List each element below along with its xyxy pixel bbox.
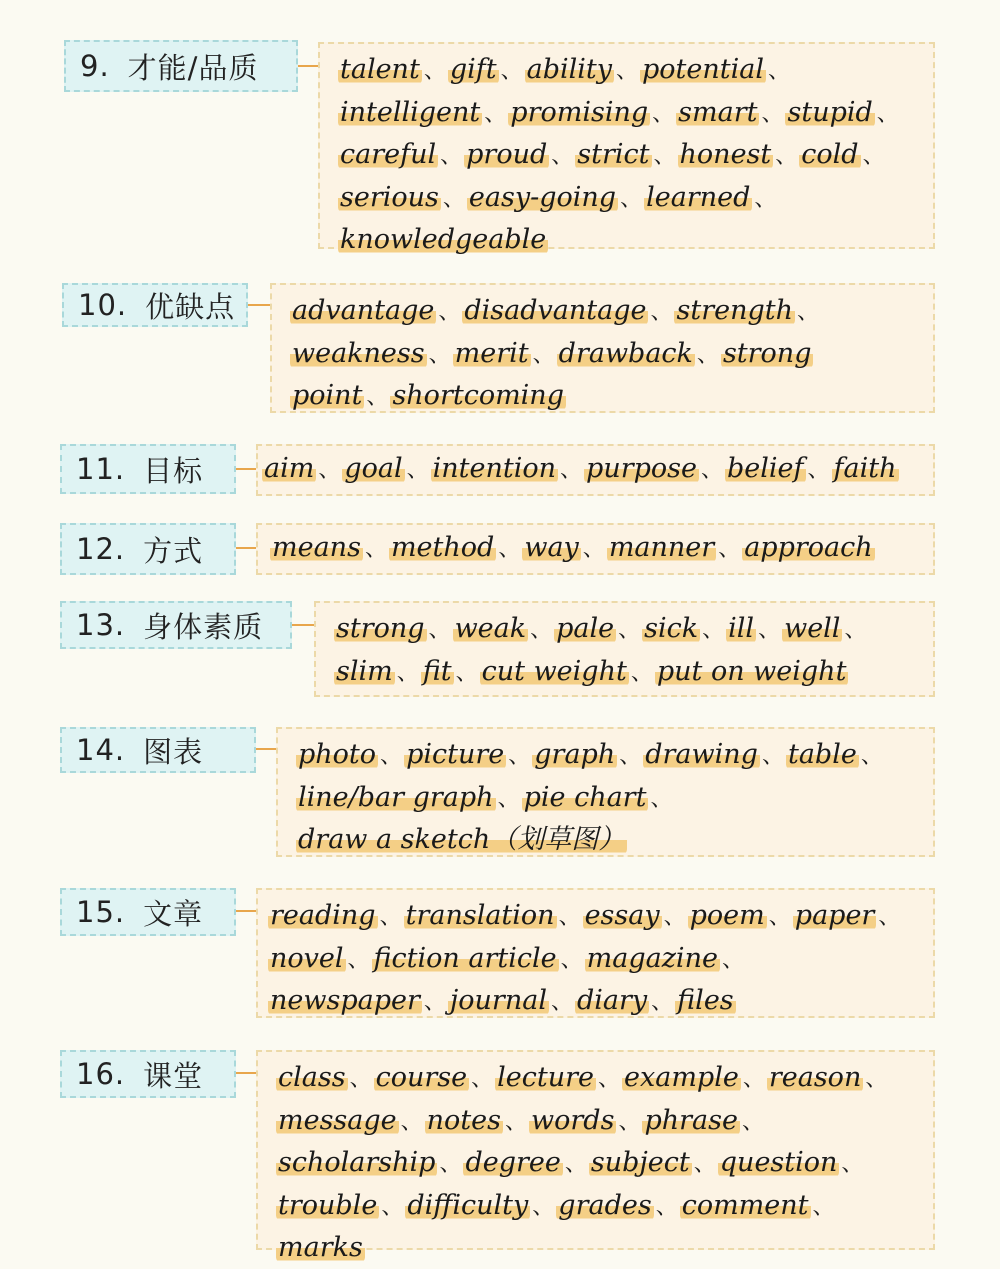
section-topic: 文章 — [143, 896, 204, 931]
vocab-word: lecture — [497, 1062, 594, 1093]
separator-mark: 、 — [582, 537, 605, 562]
vocab-word: subject — [590, 1147, 690, 1178]
section-label — [60, 444, 236, 494]
vocab-word: diary — [576, 985, 648, 1016]
vocab-word: cold — [801, 139, 859, 170]
vocab-word: goal — [344, 453, 403, 484]
separator-mark: 、 — [423, 990, 446, 1015]
section-number: 11. — [76, 452, 126, 486]
separator-mark: 、 — [860, 744, 883, 769]
vocab-word: manner — [608, 532, 715, 563]
separator-mark: 、 — [598, 1067, 621, 1092]
connector-line — [236, 547, 256, 549]
vocab-word: careful — [340, 139, 437, 170]
separator-mark: 、 — [400, 1109, 423, 1135]
separator-mark: 、 — [406, 458, 429, 483]
separator-mark: 、 — [844, 618, 867, 643]
vocab-word: translation — [405, 900, 555, 931]
word-line — [296, 820, 919, 861]
vocab-word: strong — [336, 613, 425, 644]
separator-mark: 、 — [347, 947, 370, 973]
vocab-word: grades — [558, 1189, 652, 1221]
vocab-word: cut weight — [481, 655, 627, 687]
section-number: 9. — [80, 49, 110, 83]
vocab-word: example — [624, 1062, 739, 1093]
separator-mark: 、 — [455, 660, 478, 686]
separator-mark: 、 — [702, 618, 725, 643]
connector-line — [236, 910, 256, 912]
separator-mark: 、 — [497, 786, 520, 812]
vocab-word: belief — [727, 453, 804, 484]
word-line — [276, 1101, 919, 1144]
separator-mark: 、 — [349, 1067, 372, 1092]
section-label — [62, 283, 248, 327]
vocab-word: files — [677, 985, 734, 1016]
word-line — [290, 376, 919, 419]
vocab-word: weak — [454, 613, 527, 644]
word-line — [270, 528, 919, 571]
vocab-word: method — [390, 532, 495, 563]
connector-line — [248, 304, 270, 306]
separator-mark: 、 — [618, 1109, 641, 1135]
vocab-word: sick — [644, 613, 699, 644]
separator-mark: 、 — [423, 59, 446, 84]
separator-mark: 、 — [438, 300, 461, 325]
vocab-word: poem — [689, 900, 765, 931]
separator-mark: 、 — [652, 101, 675, 127]
vocab-word: words — [531, 1104, 615, 1136]
separator-mark: 、 — [366, 385, 389, 410]
separator-mark: 、 — [381, 1194, 404, 1220]
vocab-word: learned — [646, 181, 751, 213]
vocab-word: table — [787, 739, 857, 770]
separator-mark: 、 — [701, 458, 724, 483]
vocab-word: intelligent — [340, 96, 481, 128]
separator-mark: 、 — [428, 618, 451, 643]
vocab-word: ill — [728, 613, 755, 644]
vocab-word: purpose — [586, 453, 697, 484]
vocab-word: ability — [526, 54, 612, 85]
vocab-word: way — [524, 532, 579, 563]
vocab-word: photo — [298, 739, 377, 770]
vocab-word: comment — [681, 1189, 809, 1221]
separator-mark: 、 — [655, 1194, 678, 1220]
vocab-word: fiction article — [373, 942, 557, 974]
vocab-word: graph — [534, 739, 616, 770]
word-line — [268, 939, 919, 982]
word-list-box — [314, 601, 935, 697]
vocab-word: strong — [722, 337, 812, 369]
vocab-word: trouble — [278, 1189, 378, 1221]
separator-mark: 、 — [878, 905, 901, 930]
vocab-word: drawing — [645, 739, 758, 770]
vocab-word: well — [784, 613, 841, 644]
separator-mark: 、 — [318, 458, 341, 483]
vocab-word: proud — [466, 139, 548, 170]
vocab-word: potential — [642, 54, 764, 85]
separator-mark: 、 — [498, 537, 521, 562]
vocab-word: approach — [744, 532, 873, 563]
separator-mark: 、 — [807, 458, 830, 483]
separator-mark: 、 — [558, 905, 581, 930]
separator-mark: 、 — [630, 660, 653, 686]
separator-mark: 、 — [768, 59, 791, 84]
word-line — [338, 178, 919, 221]
vocab-word: gift — [449, 54, 497, 85]
vocab-word: difficulty — [407, 1189, 529, 1221]
vocab-word: fit — [422, 655, 452, 687]
word-list-box — [270, 283, 935, 413]
separator-mark: 、 — [862, 144, 885, 169]
word-line — [268, 981, 919, 1024]
separator-mark: 、 — [841, 1152, 864, 1177]
word-list-box — [256, 1050, 935, 1263]
section-number: 15. — [76, 895, 126, 929]
vocab-word: journal — [449, 985, 547, 1016]
connector-line — [236, 1072, 256, 1074]
separator-mark: 、 — [650, 786, 673, 812]
separator-mark: 、 — [618, 618, 641, 643]
vocab-word: disadvantage — [464, 295, 647, 326]
separator-mark: 、 — [696, 342, 719, 368]
vocab-word: paper — [794, 900, 875, 931]
separator-mark: 、 — [620, 186, 643, 212]
connector-line — [298, 65, 318, 67]
vocab-word: phrase — [644, 1104, 738, 1136]
section-number: 12. — [76, 532, 126, 566]
section-topic: 身体素质 — [143, 609, 264, 644]
separator-mark: 、 — [651, 990, 674, 1015]
separator-mark: 、 — [532, 342, 555, 368]
section-topic: 才能/品质 — [127, 50, 259, 85]
separator-mark: 、 — [560, 458, 583, 483]
word-line — [338, 220, 919, 261]
separator-mark: 、 — [550, 990, 573, 1015]
vocab-word: newspaper — [270, 985, 420, 1016]
vocab-word: easy-going — [468, 181, 617, 213]
vocab-word: shortcoming — [392, 380, 564, 411]
separator-mark: 、 — [364, 537, 387, 562]
word-line — [338, 50, 919, 93]
separator-mark: 、 — [564, 1152, 587, 1177]
separator-mark: 、 — [653, 144, 676, 169]
word-line — [334, 652, 919, 695]
word-line — [276, 1058, 919, 1101]
word-list-box — [256, 444, 935, 496]
word-line — [334, 609, 919, 652]
separator-mark: 、 — [484, 101, 507, 127]
separator-mark: 、 — [758, 618, 781, 643]
section-number: 13. — [76, 608, 126, 642]
vocab-word: picture — [406, 739, 505, 770]
connector-line — [256, 748, 276, 750]
separator-mark: 、 — [442, 186, 465, 212]
vocab-word: strict — [577, 139, 650, 170]
vocab-word: pale — [556, 613, 615, 644]
vocab-word: question — [719, 1147, 838, 1178]
word-line — [296, 735, 919, 778]
vocab-word: strength — [676, 295, 793, 326]
vocab-word: stupid — [787, 96, 873, 128]
section-label — [60, 727, 256, 773]
vocab-word: marks — [278, 1232, 363, 1263]
vocab-word: magazine — [586, 942, 718, 974]
vocab-word: knowledgeable — [340, 224, 547, 255]
word-line — [290, 334, 919, 377]
vocab-word: draw a sketch（划草图） — [298, 824, 626, 855]
word-line — [338, 135, 919, 178]
word-line — [268, 896, 919, 939]
vocab-word: merit — [454, 337, 529, 369]
separator-mark: 、 — [532, 1194, 555, 1220]
word-list-box — [318, 42, 935, 255]
vocab-word: honest — [679, 139, 772, 170]
word-line — [290, 291, 919, 334]
vocab-word: means — [272, 532, 361, 563]
vocab-word: smart — [678, 96, 758, 128]
vocab-word: weakness — [292, 337, 425, 369]
vocab-word: point — [292, 380, 363, 411]
separator-mark: 、 — [775, 144, 798, 169]
word-line — [276, 1228, 919, 1269]
separator-mark: 、 — [439, 1152, 462, 1177]
section-number: 14. — [76, 733, 126, 767]
separator-mark: 、 — [650, 300, 673, 325]
separator-mark: 、 — [754, 186, 777, 212]
separator-mark: 、 — [530, 618, 553, 643]
vocab-word: notes — [426, 1104, 502, 1136]
vocab-word: advantage — [292, 295, 435, 326]
separator-mark: 、 — [797, 300, 820, 325]
separator-mark: 、 — [663, 905, 686, 930]
connector-line — [292, 624, 314, 626]
vocab-word: faith — [833, 453, 897, 484]
section-topic: 方式 — [143, 533, 204, 568]
vocab-word: pie chart — [523, 781, 647, 813]
separator-mark: 、 — [505, 1109, 528, 1135]
vocab-word: serious — [340, 181, 439, 213]
vocab-word: intention — [432, 453, 557, 484]
section-number: 10. — [78, 288, 128, 322]
separator-mark: 、 — [718, 537, 741, 562]
word-line — [262, 449, 919, 492]
separator-mark: 、 — [812, 1194, 835, 1220]
separator-mark: 、 — [396, 660, 419, 686]
separator-mark: 、 — [693, 1152, 716, 1177]
separator-mark: 、 — [616, 59, 639, 84]
vocab-word: line/bar graph — [298, 781, 494, 813]
word-list-box — [276, 727, 935, 857]
vocab-word: reading — [270, 900, 376, 931]
vocab-word: promising — [510, 96, 649, 128]
separator-mark: 、 — [551, 144, 574, 169]
vocab-word: reason — [768, 1062, 862, 1093]
vocab-word: scholarship — [278, 1147, 436, 1178]
separator-mark: 、 — [741, 1109, 764, 1135]
vocab-word: class — [278, 1062, 346, 1093]
vocab-word: message — [278, 1104, 397, 1136]
separator-mark: 、 — [761, 744, 784, 769]
vocab-word: essay — [584, 900, 660, 931]
separator-mark: 、 — [619, 744, 642, 769]
word-list-box — [256, 888, 935, 1018]
separator-mark: 、 — [508, 744, 531, 769]
section-number: 16. — [76, 1057, 126, 1091]
separator-mark: 、 — [380, 744, 403, 769]
vocab-word: course — [375, 1062, 468, 1093]
vocab-word: novel — [270, 942, 344, 974]
vocab-word: slim — [336, 655, 393, 687]
separator-mark: 、 — [742, 1067, 765, 1092]
separator-mark: 、 — [471, 1067, 494, 1092]
word-line — [276, 1143, 919, 1186]
word-line — [276, 1186, 919, 1229]
separator-mark: 、 — [428, 342, 451, 368]
separator-mark: 、 — [876, 101, 899, 127]
separator-mark: 、 — [761, 101, 784, 127]
vocab-word: aim — [264, 453, 315, 484]
separator-mark: 、 — [721, 947, 744, 973]
section-label — [60, 1050, 236, 1098]
word-line — [296, 778, 919, 821]
section-label — [60, 888, 236, 936]
separator-mark: 、 — [440, 144, 463, 169]
separator-mark: 、 — [379, 905, 402, 930]
section-topic: 目标 — [143, 453, 204, 488]
vocab-word: drawback — [558, 337, 693, 369]
section-topic: 图表 — [143, 734, 204, 769]
vocab-word: talent — [340, 54, 420, 85]
vocab-word: degree — [465, 1147, 561, 1178]
vocab-word: put on weight — [656, 655, 847, 687]
separator-mark: 、 — [500, 59, 523, 84]
separator-mark: 、 — [768, 905, 791, 930]
section-topic: 优缺点 — [145, 289, 236, 324]
separator-mark: 、 — [865, 1067, 888, 1092]
section-label — [64, 40, 298, 92]
section-topic: 课堂 — [143, 1058, 204, 1093]
separator-mark: 、 — [560, 947, 583, 973]
word-line — [338, 93, 919, 136]
section-label — [60, 601, 292, 649]
section-label — [60, 523, 236, 575]
connector-line — [236, 468, 256, 470]
word-list-box — [256, 523, 935, 575]
